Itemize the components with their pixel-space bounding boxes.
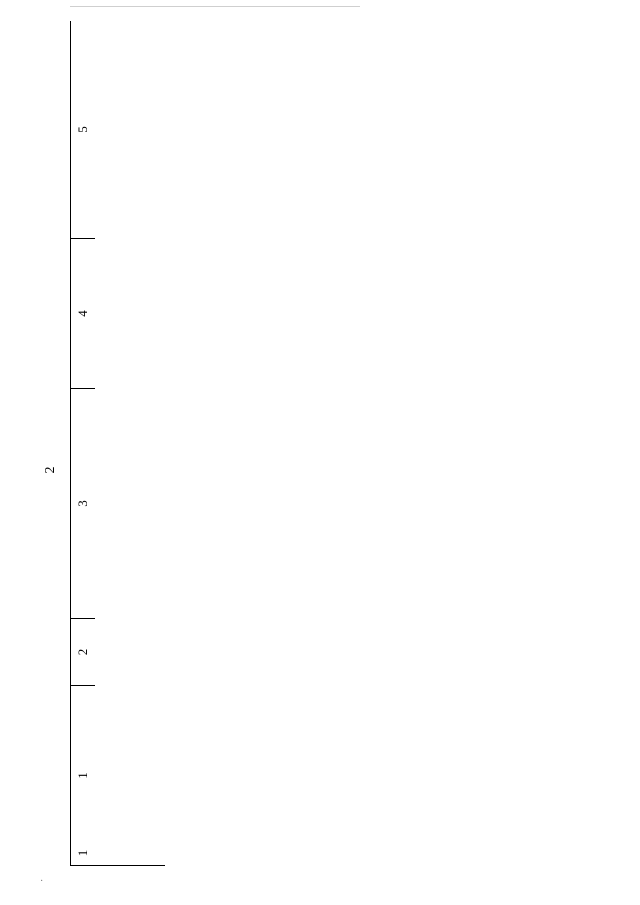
header-col-4-cell: 4 [70,239,95,389]
header-col-1: 1 [70,841,165,866]
header-col-3-cell: 3 [70,389,95,619]
norms-table [70,21,635,866]
page-number: 2 [43,466,58,474]
header-col-2-cell: 2 [70,619,95,686]
scan-edge-line [70,6,360,7]
scan-mark: · [40,876,44,887]
header-col-5-cell: 5 [70,21,95,239]
header-col-1-cell: 1 [70,686,95,866]
